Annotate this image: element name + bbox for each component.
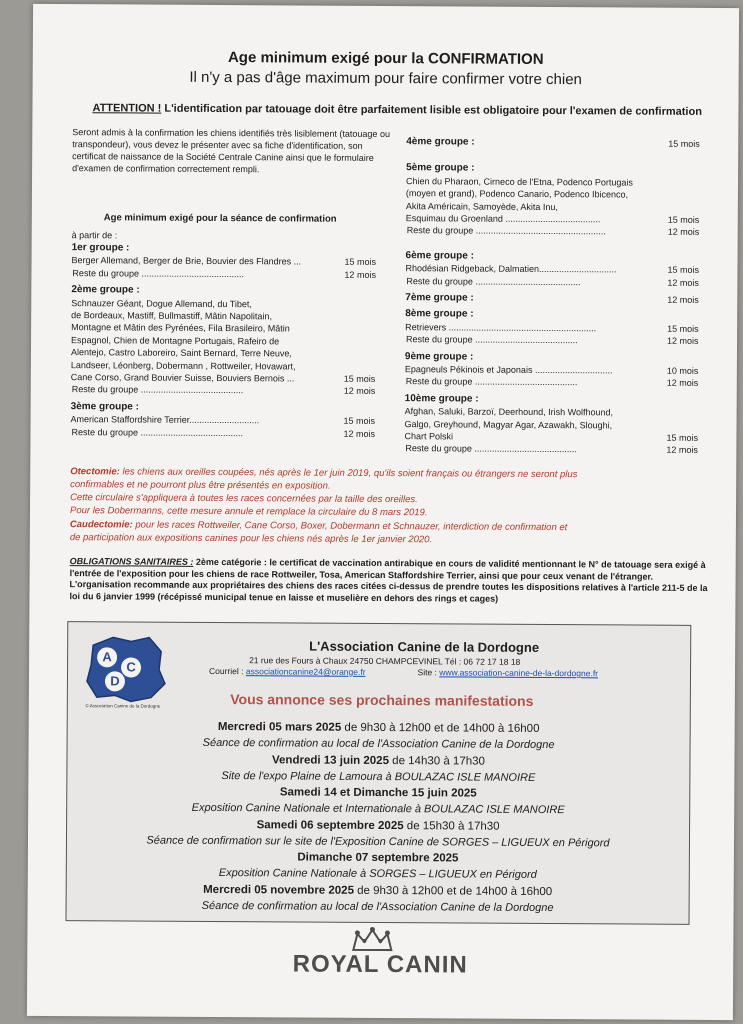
group-breeds-line: Retrievers ........................................................... <box>405 321 597 334</box>
event-time: de 14h30 à 17h30 <box>388 754 485 768</box>
group-age-rest: 12 mois <box>667 277 699 288</box>
event-description: Exposition Canine Nationale à SORGES – LIGUEUX en Périgord <box>218 867 537 881</box>
group-breeds-line: (moyen et grand), Podenco Canario, Podenco Ibicenco, <box>405 188 629 200</box>
group-title: 10ème groupe : <box>404 392 479 405</box>
obligations-text: 2ème catégorie : le certificat de vaccination antirabique en cours de validité mentionnant le N° de tatouage sera exigé à l'entrée de l'exposition pour les chiens de race Rottweiler, Tosa, American Staffordshire Terrier, ainsi que pour ceux venant de l'étranger. L'organisation recommande aux propriétaires des chiens des races citées ci-dessus de prendre toutes les dispositions relatives à l'article 211-5 de la loi du 6 janvier 1999 (récépissé municipal tenue en laisse et muselière en dehors des rings et cages) <box>69 556 708 604</box>
group-rest-label: Reste du groupe ......................................... <box>71 426 244 438</box>
group-title: 4ème groupe : <box>406 136 475 148</box>
group-age-main: 15 mois <box>666 432 699 443</box>
group-age-main: 15 mois <box>667 323 699 334</box>
group-title: 3ème groupe : <box>70 400 140 413</box>
group-age-main: 10 mois <box>666 365 699 376</box>
group-title: 9ème groupe : <box>404 350 474 363</box>
page-subtitle: Il n'y a pas d'âge maximum pour faire confirmer votre chien <box>189 68 582 89</box>
group-title: 2ème groupe : <box>71 284 140 296</box>
otectomie-text: les chiens aux oreilles coupées, nés après le 1er juin 2019, qu'ils soient français ou étrangers ne seront plus <box>122 466 578 481</box>
site-label: Site : <box>417 667 437 678</box>
event-date: Mercredi 05 novembre 2025 <box>203 883 355 897</box>
group-breeds-line: Chart Polski <box>404 431 454 442</box>
group-breeds-line: Afghan, Saluki, Barzoï, Deerhound, Irish Wolfhound, <box>404 406 614 418</box>
group-breeds-line: Landseer, Léonberg, Dobermann , Rottweiler, Hovawart, <box>70 359 296 372</box>
group-rest-label: Reste du groupe ......................................... <box>405 443 577 455</box>
attention-notice <box>92 102 702 118</box>
otectomie-label: Otectomie: <box>70 466 120 478</box>
otectomie-line-2: confirmables et ne pourront plus être présentés en exposition. <box>70 479 331 492</box>
email-label: Courriel : <box>208 665 244 677</box>
announce-heading: Vous annonce ses prochaines manifestations <box>230 691 534 709</box>
caudectomie-text: pour les races Rottweiler, Cane Corso, Boxer, Dobermann et Schnauzer, interdiction de confirmation et <box>135 519 568 534</box>
flyer-sheet <box>27 4 739 1020</box>
group-age-rest: 12 mois <box>666 445 698 456</box>
logo-letter-d: D <box>110 673 120 689</box>
caudectomie-line-2: de participation aux expositions canines pour les chiens nés après le 1er janvier 2020. <box>69 532 433 546</box>
logo-letter-c: C <box>126 659 136 675</box>
obligations-label: OBLIGATIONS SANITAIRES : <box>69 556 194 567</box>
association-address: 21 rue des Fours à Chaux 24750 CHAMPCEVINEL Tél : 06 72 17 18 18 <box>249 655 521 667</box>
group-breeds-line: American Staffordshire Terrier............................ <box>70 414 260 426</box>
association-name: L'Association Canine de la Dordogne <box>309 638 540 655</box>
group-age-rest: 12 mois <box>666 378 699 389</box>
group-breeds-line: Schnauzer Géant, Dogue Allemand, du Tibet, <box>71 297 252 309</box>
obligations-sanitaires <box>69 556 709 606</box>
group-breeds-line: Cane Corso, Grand Bouvier Suisse, Bouviers Bernois ... <box>70 372 295 384</box>
group-title: 8ème groupe : <box>405 308 474 320</box>
group-title: 5ème groupe : <box>406 162 475 174</box>
event-description: Exposition Canine Nationale et Internationale à BOULAZAC ISLE MANOIRE <box>191 801 565 817</box>
group-title: 7ème groupe : <box>405 292 474 304</box>
logo-caption: © Association Canine de la Dordogne <box>85 703 161 709</box>
group-breeds-line: Epagneuls Pékinois et Japonais ............................... <box>404 364 613 376</box>
page-title: Age minimum exigé pour la CONFIRMATION <box>227 49 544 68</box>
group-age-rest: 12 mois <box>667 227 700 238</box>
groups-left-column <box>33 4 739 8</box>
event-description: Séance de confirmation sur le site de l'Exposition Canine de SORGES – LIGUEUX en Périgord <box>146 834 610 849</box>
caudectomie-label: Caudectomie: <box>69 519 133 531</box>
group-title: 1er groupe : <box>71 242 130 254</box>
event-date: Dimanche 07 septembre 2025 <box>297 851 459 865</box>
event-date: Samedi 06 septembre 2025 <box>256 818 404 832</box>
group-rest-label: Reste du groupe .................................................... <box>406 225 606 237</box>
groups-right-column <box>33 4 739 8</box>
group-breeds-line: Espagnol, Chien de Montagne Portugais, Rafeiro de <box>71 334 280 347</box>
group-rest-label: Reste du groupe ......................................... <box>72 267 245 279</box>
group-age-rest: 12 mois <box>343 386 376 397</box>
group-breeds-line: Galgo, Greyhound, Magyar Agar, Azawakh, Sloughi, <box>404 418 613 430</box>
email-link[interactable]: associationcanine24@orange.fr <box>245 666 366 677</box>
event-date: Mercredi 05 mars 2025 <box>217 720 342 734</box>
event-date: Vendredi 13 juin 2025 <box>271 753 390 767</box>
event-time: de 9h30 à 12h00 et de 14h00 à 16h00 <box>341 721 540 735</box>
group-age-main: 15 mois <box>667 264 700 276</box>
event-description: Site de l'expo Plaine de Lamoura à BOULAZAC ISLE MANOIRE <box>221 769 536 784</box>
event-description: Séance de confirmation au local de l'Association Canine de la Dordogne <box>202 736 555 752</box>
group-rest-label: Reste du groupe ......................................... <box>71 384 244 396</box>
group-age-main: 15 mois <box>343 373 376 384</box>
royal-canin-logo: ROYAL CANIN <box>292 950 468 979</box>
events-list <box>33 4 739 8</box>
logo-letter-a: A <box>102 649 112 665</box>
group-breeds-line: Berger Allemand, Berger de Brie, Bouvier des Flandres ... <box>71 255 302 267</box>
intro-paragraph: Seront admis à la confirmation les chiens identifiés très lisiblement (tatouage ou transpondeur), vous devez le présenter avec sa fiche d'identification, son certificat de naissance de la Société Centrale Canine ainsi que le formulaire d'examen de confirmation correctement rempli. <box>72 127 391 175</box>
group-age-main: 12 mois <box>667 294 699 305</box>
group-title: 6ème groupe : <box>405 249 474 262</box>
group-age-rest: 12 mois <box>344 269 376 280</box>
group-breeds-line: Montagne et Mâtin des Pyrénées, Fila Brasileiro, Mâtin <box>71 322 290 334</box>
otectomie-line-4: Pour les Dobermanns, cette mesure annule et remplace la circulaire du 8 mars 2019. <box>69 505 428 519</box>
group-breeds-line: Esquimau du Groenland ...................................... <box>405 213 601 225</box>
attention-label: ATTENTION ! <box>92 102 162 115</box>
from-label: à partir de : <box>71 230 118 241</box>
group-age-main: 15 mois <box>668 138 700 149</box>
event-time: de 9h30 à 12h00 et de 14h00 à 16h00 <box>353 884 553 898</box>
caudectomie-line-1 <box>70 519 567 533</box>
group-rest-label: Reste du groupe .......................................... <box>406 275 581 287</box>
event-date: Samedi 14 et Dimanche 15 juin 2025 <box>279 786 477 800</box>
group-breeds-line: Chien du Pharaon, Cirneco de l'Etna, Podenco Portugais <box>405 175 633 188</box>
group-age-rest: 12 mois <box>343 428 376 439</box>
age-heading: Age minimum exigé pour la séance de confirmation <box>103 212 337 225</box>
attention-text: L'identification par tatouage doit être parfaitement lisible est obligatoire pour l'examen de confirmation <box>164 102 702 118</box>
group-breeds-line: Alentejo, Castro Laboreiro, Saint Bernard, Terre Neuve, <box>70 347 292 359</box>
group-rest-label: Reste du groupe ......................................... <box>405 376 578 388</box>
group-breeds-line: Rhodésian Ridgeback, Dalmatien............................... <box>405 263 617 275</box>
group-age-rest: 12 mois <box>667 335 699 347</box>
group-rest-label: Reste du groupe ......................................... <box>406 334 578 346</box>
group-age-main: 15 mois <box>667 214 700 225</box>
group-age-main: 15 mois <box>344 257 377 268</box>
event-time: de 15h30 à 17h30 <box>403 819 500 833</box>
group-age-main: 15 mois <box>343 415 376 427</box>
otectomie-line-3: Cette circulaire s'appliquera à toutes les races concernées par la taille des oreilles. <box>70 492 418 506</box>
site-link[interactable]: www.association-canine-de-la-dordogne.fr <box>439 667 599 679</box>
group-breeds-line: Akita Américain, Samoyède, Akita Inu, <box>405 200 558 212</box>
group-breeds-line: de Bordeaux, Mastiff, Bullmastiff, Mâtin Napolitain, <box>71 310 272 322</box>
event-description: Séance de confirmation au local de l'Association Canine de la Dordogne <box>201 899 554 914</box>
otectomie-line-1 <box>70 466 577 480</box>
